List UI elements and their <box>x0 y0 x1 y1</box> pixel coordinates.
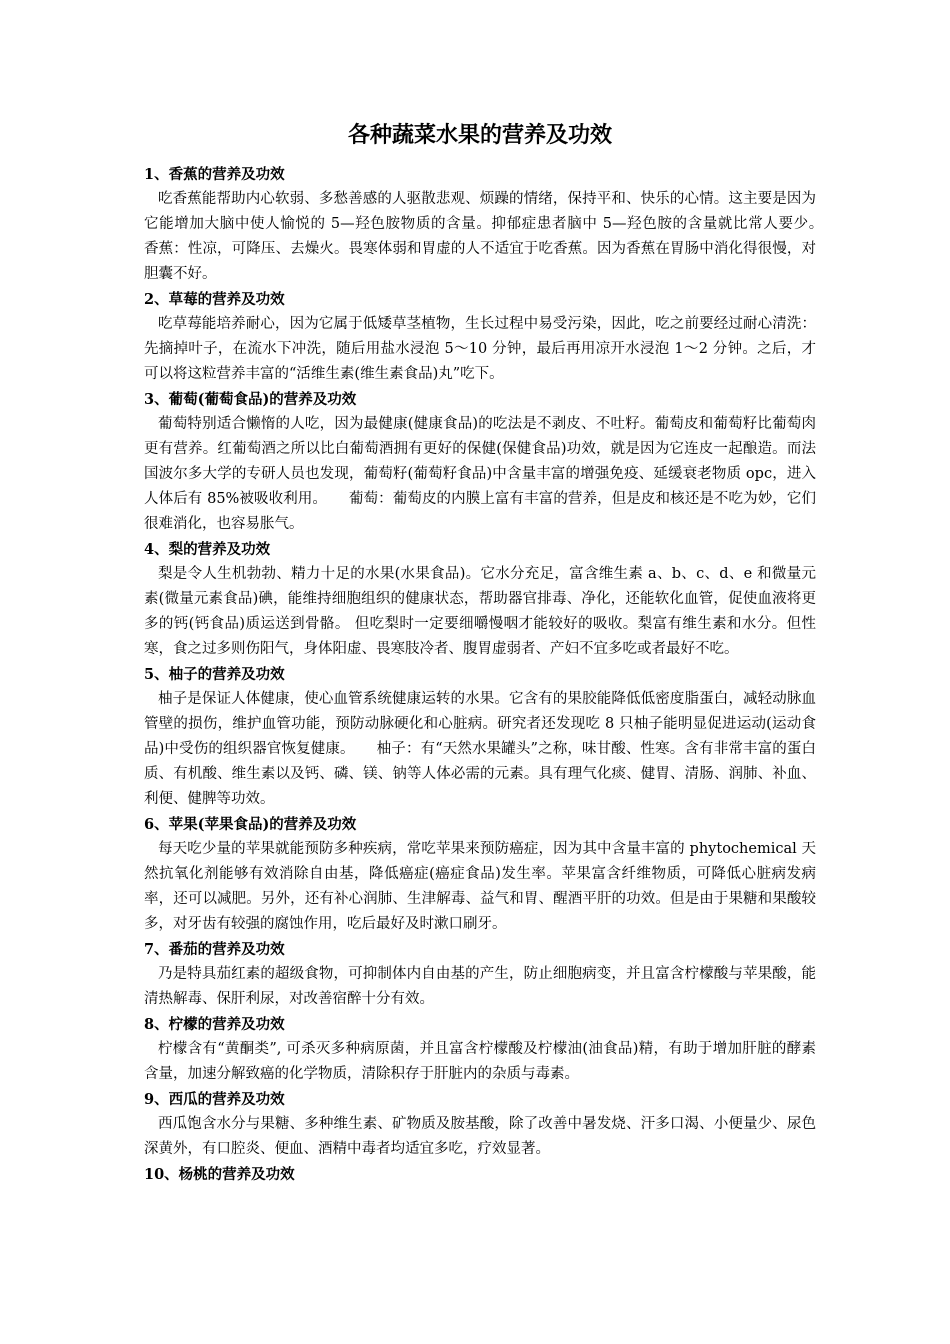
section-body: 乃是特具茄红素的超级食物，可抑制体内自由基的产生，防止细胞病变，并且富含柠檬酸与苹果酸，能清热解毒、保肝利尿，对改善宿醉十分有效。 <box>144 966 816 1007</box>
section-body: 吃草莓能培养耐心，因为它属于低矮草茎植物，生长过程中易受污染，因此，吃之前要经过耐心清洗：先摘掉叶子，在流水下冲洗，随后用盐水浸泡 5～10 分钟，最后再用凉开水浸泡 1～2 分钟。之后，才可以将这粒营养丰富的“活维生素(维生素食品)丸”吃下。 <box>144 316 816 382</box>
section-heading: 7、番茄的营养及功效 <box>144 941 285 958</box>
section-heading: 10、杨桃的营养及功效 <box>144 1166 295 1183</box>
section-body: 每天吃少量的苹果就能预防多种疾病，常吃苹果来预防癌症，因为其中含量丰富的 phytochemical 天然抗氧化剂能够有效消除自由基，降低癌症(癌症食品)发生率。苹果富含纤维物质，可降低心脏病发病率，还可以减肥。另外，还有补心润肺、生津解毒、益气和胃、醒酒平肝的功效。但是由于果糖和果酸较多，对牙齿有较强的腐蚀作用，吃后最好及时漱口刷牙。 <box>144 841 816 932</box>
section-heading: 3、葡萄(葡萄食品)的营养及功效 <box>144 391 357 408</box>
section-list <box>144 162 845 1187</box>
section-body: 梨是令人生机勃勃、精力十足的水果(水果食品)。它水分充足，富含维生素 a、b、c、d、e 和微量元素(微量元素食品)碘，能维持细胞组织的健康状态，帮助器官排毒、净化，还能软化血管，促使血液将更多的钙(钙食品)质运送到骨骼。 但吃梨时一定要细嚼慢咽才能较好的吸收。梨富有维生素和水分。但性寒，食之过多则伤阳气，身体阳虚、畏寒肢冷者、腹胃虚弱者、产妇不宜多吃或者最好不吃。 <box>144 566 816 657</box>
section-heading: 1、香蕉的营养及功效 <box>144 166 285 183</box>
section-body: 葡萄特别适合懒惰的人吃，因为最健康(健康食品)的吃法是不剥皮、不吐籽。葡萄皮和葡萄籽比葡萄肉更有营养。红葡萄酒之所以比白葡萄酒拥有更好的保健(保健食品)功效，就是因为它连皮一起酿造。而法国波尔多大学的专研人员也发现，葡萄籽(葡萄籽食品)中含量丰富的增强免疫、延缓衰老物质 opc，进入人体后有 85%被吸收利用。 葡萄：葡萄皮的内膜上富有丰富的营养，但是皮和核还是不吃为妙，它们很难消化，也容易胀气。 <box>144 416 816 532</box>
section-body: 柠檬含有“黄酮类”, 可杀灭多种病原菌，并且富含柠檬酸及柠檬油(油食品)精，有助于增加肝脏的酵素含量，加速分解致癌的化学物质，清除积存于肝脏内的杂质与毒素。 <box>144 1041 816 1082</box>
section-heading: 5、柚子的营养及功效 <box>144 666 285 683</box>
section-body: 西瓜饱含水分与果糖、多种维生素、矿物质及胺基酸，除了改善中暑发烧、汗多口渴、小便量少、尿色深黄外，有口腔炎、便血、酒精中毒者均适宜多吃，疗效显著。 <box>144 1116 816 1157</box>
section-heading: 4、梨的营养及功效 <box>144 541 271 558</box>
section-body: 吃香蕉能帮助内心软弱、多愁善感的人驱散悲观、烦躁的情绪，保持平和、快乐的心情。这主要是因为它能增加大脑中使人愉悦的 5—羟色胺物质的含量。抑郁症患者脑中 5—羟色胺的含量就比常人要少。 香蕉：性凉，可降压、去燥火。畏寒体弱和胃虚的人不适宜于吃香蕉。因为香蕉在胃肠中消化得很慢，对胆囊不好。 <box>144 191 845 282</box>
section-heading: 8、柠檬的营养及功效 <box>144 1016 285 1033</box>
section-heading: 9、西瓜的营养及功效 <box>144 1091 285 1108</box>
document-content <box>144 116 845 1187</box>
section-heading: 2、草莓的营养及功效 <box>144 291 285 308</box>
section-body: 柚子是保证人体健康，使心血管系统健康运转的水果。它含有的果胶能降低低密度脂蛋白，减轻动脉血管壁的损伤，维护血管功能，预防动脉硬化和心脏病。研究者还发现吃 8 只柚子能明显促进运动(运动食品)中受伤的组织器官恢复健康。 柚子：有“天然水果罐头”之称，味甘酸、性寒。含有非常丰富的蛋白质、有机酸、维生素以及钙、磷、镁、钠等人体必需的元素。具有理气化痰、健胃、清肠、润肺、补血、利便、健脾等功效。 <box>144 691 816 807</box>
document-title: 各种蔬菜水果的营养及功效 <box>347 122 612 148</box>
section-heading: 6、苹果(苹果食品)的营养及功效 <box>144 816 357 833</box>
